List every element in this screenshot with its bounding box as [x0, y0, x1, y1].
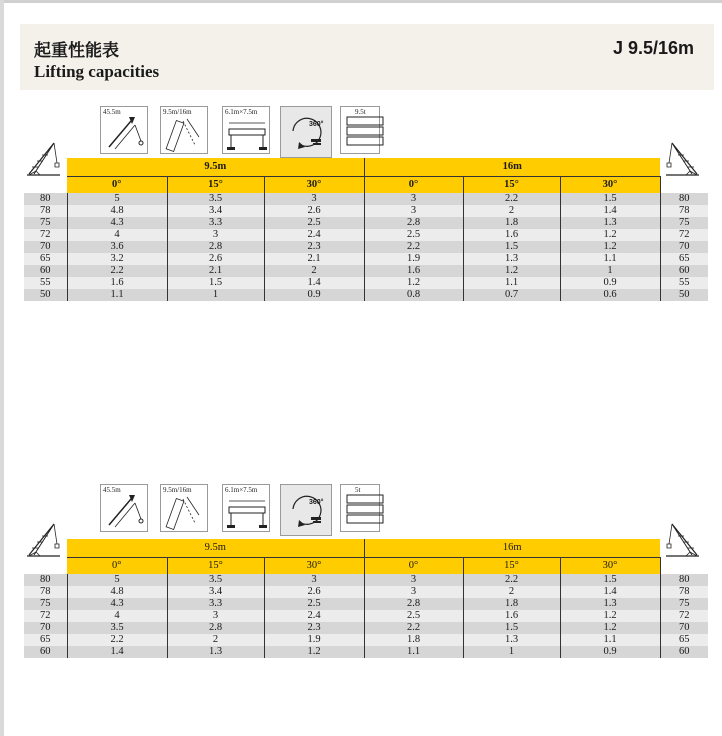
capacity-cell: 5 [67, 193, 167, 205]
outrigger-span-label: 6.1m×7.5m [225, 486, 258, 494]
capacity-cell: 1.5 [463, 622, 560, 634]
table-row [24, 193, 708, 205]
jib-angle-header: 0° [364, 177, 463, 194]
capacity-cell: 3 [364, 586, 463, 598]
capacity-cell: 1.1 [463, 277, 560, 289]
boom-angle-label-right: 72 [660, 229, 708, 241]
capacity-cell: 3 [264, 193, 364, 205]
table-row [24, 634, 708, 646]
jib-angle-header: 30° [264, 558, 364, 575]
boom-angle-label: 70 [24, 241, 67, 253]
boom-angle-label-right: 75 [660, 598, 708, 610]
capacity-cell: 1.4 [264, 277, 364, 289]
capacity-cell: 1.2 [264, 646, 364, 658]
capacity-cell: 3.4 [167, 586, 264, 598]
capacity-cell: 1.4 [560, 586, 660, 598]
table-row [24, 610, 708, 622]
capacity-cell: 2.2 [364, 241, 463, 253]
boom-angle-label: 78 [24, 205, 67, 217]
capacity-cell: 2.5 [264, 217, 364, 229]
capacity-cell: 1.2 [560, 241, 660, 253]
capacity-cell: 0.9 [560, 646, 660, 658]
capacity-cell: 1.2 [560, 610, 660, 622]
boom-angle-label-right: 80 [660, 193, 708, 205]
jib-angle-header: 15° [167, 177, 264, 194]
capacity-cell: 1.5 [560, 574, 660, 586]
capacity-cell: 3.3 [167, 217, 264, 229]
capacity-cell: 1.2 [560, 229, 660, 241]
capacity-cell: 1.3 [463, 253, 560, 265]
angle-header-row [24, 177, 708, 194]
outrigger-span-label: 6.1m×7.5m [225, 108, 258, 116]
capacity-cell: 2.1 [167, 265, 264, 277]
boom-angle-label-right: 78 [660, 586, 708, 598]
boom-length-icon [100, 106, 148, 154]
capacity-cell: 1.2 [364, 277, 463, 289]
counterweight-label: 5t [355, 486, 361, 494]
jib-length-label: 9.5m/16m [163, 486, 192, 494]
jib-length-header: 16m [364, 539, 660, 558]
boom-angle-label-right: 50 [660, 289, 708, 301]
title-english: Lifting capacities [34, 62, 160, 81]
capacity-cell: 1 [560, 265, 660, 277]
jib-angle-header: 15° [463, 177, 560, 194]
capacity-cell: 1.8 [463, 217, 560, 229]
outrigger-span-icon [222, 106, 270, 154]
boom-angle-label: 65 [24, 253, 67, 265]
capacity-cell: 2.4 [264, 610, 364, 622]
capacity-cell: 1.2 [560, 622, 660, 634]
boom-angle-label: 60 [24, 646, 67, 658]
capacity-cell: 1.3 [560, 217, 660, 229]
capacity-cell: 2.3 [264, 622, 364, 634]
counterweight-icon [340, 484, 380, 532]
boom-length-label: 45.5m [103, 108, 121, 116]
rotation-360-label: 360° [309, 121, 324, 128]
title-chinese: 起重性能表 [34, 41, 119, 61]
capacity-cell: 1.8 [463, 598, 560, 610]
capacity-cell: 2.4 [264, 229, 364, 241]
capacity-cell: 2.5 [264, 598, 364, 610]
boom-length-icon [100, 484, 148, 532]
jib-angle-header: 0° [67, 177, 167, 194]
rotation-360-icon [280, 106, 332, 158]
capacity-cell: 2 [167, 634, 264, 646]
capacity-cell: 3 [167, 229, 264, 241]
boom-angle-label: 55 [24, 277, 67, 289]
capacity-cell: 5 [67, 574, 167, 586]
capacity-cell: 1.1 [67, 289, 167, 301]
capacity-cell: 2.8 [364, 217, 463, 229]
boom-angle-label-right: 78 [660, 205, 708, 217]
counterweight-icon [340, 106, 380, 154]
capacity-cell: 2 [463, 586, 560, 598]
capacity-cell: 4 [67, 229, 167, 241]
capacity-cell: 1.1 [364, 646, 463, 658]
boom-angle-label-right: 75 [660, 217, 708, 229]
boom-angle-label: 75 [24, 598, 67, 610]
capacity-cell: 2.2 [67, 634, 167, 646]
capacity-cell: 2.5 [364, 229, 463, 241]
capacity-cell: 1.9 [264, 634, 364, 646]
capacity-cell: 2.5 [364, 610, 463, 622]
boom-angle-label: 72 [24, 229, 67, 241]
jib-length-label: 9.5m/16m [163, 108, 192, 116]
capacity-cell: 2.6 [264, 586, 364, 598]
capacity-cell: 2.1 [264, 253, 364, 265]
jib-angle-header: 30° [560, 177, 660, 194]
capacity-cell: 1.2 [463, 265, 560, 277]
capacity-table-1 [24, 158, 708, 301]
boom-angle-label: 72 [24, 610, 67, 622]
capacity-cell: 1.5 [560, 193, 660, 205]
jib-length-header: 16m [364, 158, 660, 177]
capacity-cell: 1.6 [67, 277, 167, 289]
table-row [24, 265, 708, 277]
capacity-cell: 1.6 [364, 265, 463, 277]
capacity-cell: 3.5 [167, 574, 264, 586]
capacity-cell: 2.2 [364, 622, 463, 634]
capacity-cell: 4.8 [67, 586, 167, 598]
capacity-cell: 3.2 [67, 253, 167, 265]
capacity-cell: 0.8 [364, 289, 463, 301]
capacity-cell: 1.1 [560, 253, 660, 265]
capacity-cell: 2.6 [167, 253, 264, 265]
jib-angle-header: 0° [364, 558, 463, 575]
length-header-row [24, 158, 708, 177]
counterweight-label: 9.5t [355, 108, 366, 116]
boom-angle-label: 80 [24, 193, 67, 205]
capacity-cell: 3 [364, 193, 463, 205]
capacity-cell: 0.6 [560, 289, 660, 301]
jib-angle-header: 30° [560, 558, 660, 575]
outrigger-span-icon [222, 484, 270, 532]
jib-angle-header: 30° [264, 177, 364, 194]
boom-angle-label-right: 60 [660, 646, 708, 658]
capacity-cell: 2 [264, 265, 364, 277]
capacity-cell: 3.4 [167, 205, 264, 217]
boom-angle-label-right: 80 [660, 574, 708, 586]
boom-angle-label-right: 65 [660, 634, 708, 646]
capacity-cell: 1.4 [67, 646, 167, 658]
capacity-cell: 1.6 [463, 610, 560, 622]
capacity-cell: 3.3 [167, 598, 264, 610]
capacity-cell: 2 [463, 205, 560, 217]
table-row [24, 217, 708, 229]
capacity-cell: 4.8 [67, 205, 167, 217]
capacity-cell: 2.2 [67, 265, 167, 277]
capacity-cell: 3.5 [67, 622, 167, 634]
boom-angle-label: 50 [24, 289, 67, 301]
capacity-cell: 2.6 [264, 205, 364, 217]
model-label: J 9.5/16m [612, 38, 694, 58]
capacity-cell: 3.5 [167, 193, 264, 205]
page-top-border [0, 0, 722, 3]
capacity-table-2 [24, 539, 708, 658]
table-row [24, 574, 708, 586]
capacity-cell: 3 [264, 574, 364, 586]
rotation-360-label: 360° [309, 499, 324, 506]
jib-length-header: 9.5m [67, 539, 364, 558]
capacity-cell: 0.9 [264, 289, 364, 301]
table-row [24, 598, 708, 610]
table-row [24, 229, 708, 241]
boom-angle-label-right: 72 [660, 610, 708, 622]
rotation-360-icon [280, 484, 332, 536]
capacity-cell: 2.8 [167, 622, 264, 634]
table-row [24, 205, 708, 217]
capacity-cell: 1.5 [167, 277, 264, 289]
boom-angle-label: 75 [24, 217, 67, 229]
jib-length-header: 9.5m [67, 158, 364, 177]
boom-angle-label: 65 [24, 634, 67, 646]
boom-length-label: 45.5m [103, 486, 121, 494]
capacity-cell: 1.1 [560, 634, 660, 646]
capacity-cell: 2.3 [264, 241, 364, 253]
capacity-cell: 3 [364, 205, 463, 217]
capacity-cell: 2.2 [463, 574, 560, 586]
boom-angle-label-right: 60 [660, 265, 708, 277]
table-row [24, 253, 708, 265]
table-row [24, 646, 708, 658]
capacity-cell: 1.4 [560, 205, 660, 217]
jib-angle-header: 15° [463, 558, 560, 575]
capacity-cell: 2.2 [463, 193, 560, 205]
jib-angle-header: 0° [67, 558, 167, 575]
capacity-cell: 1.3 [560, 598, 660, 610]
capacity-cell: 1.9 [364, 253, 463, 265]
boom-angle-label: 80 [24, 574, 67, 586]
capacity-cell: 0.7 [463, 289, 560, 301]
capacity-cell: 1.6 [463, 229, 560, 241]
capacity-cell: 3 [364, 574, 463, 586]
capacity-cell: 4 [67, 610, 167, 622]
boom-angle-label: 78 [24, 586, 67, 598]
boom-angle-label: 60 [24, 265, 67, 277]
capacity-cell: 1 [463, 646, 560, 658]
capacity-cell: 3 [167, 610, 264, 622]
page-header [20, 24, 714, 90]
length-header-row [24, 539, 708, 558]
capacity-cell: 1.5 [463, 241, 560, 253]
capacity-cell: 1.8 [364, 634, 463, 646]
jib-angle-header: 15° [167, 558, 264, 575]
table-row [24, 586, 708, 598]
table-row [24, 241, 708, 253]
jib-length-icon [160, 106, 208, 154]
table-row [24, 289, 708, 301]
capacity-cell: 3.6 [67, 241, 167, 253]
table-row [24, 277, 708, 289]
boom-angle-label-right: 70 [660, 241, 708, 253]
capacity-cell: 1.3 [463, 634, 560, 646]
boom-angle-label-right: 70 [660, 622, 708, 634]
jib-length-icon [160, 484, 208, 532]
boom-angle-label-right: 55 [660, 277, 708, 289]
angle-header-row [24, 558, 708, 575]
boom-angle-label-right: 65 [660, 253, 708, 265]
capacity-cell: 1.3 [167, 646, 264, 658]
boom-angle-label: 70 [24, 622, 67, 634]
capacity-cell: 4.3 [67, 217, 167, 229]
capacity-cell: 0.9 [560, 277, 660, 289]
table-row [24, 622, 708, 634]
capacity-cell: 1 [167, 289, 264, 301]
capacity-cell: 2.8 [364, 598, 463, 610]
page-left-border [0, 0, 4, 736]
capacity-cell: 2.8 [167, 241, 264, 253]
capacity-cell: 4.3 [67, 598, 167, 610]
